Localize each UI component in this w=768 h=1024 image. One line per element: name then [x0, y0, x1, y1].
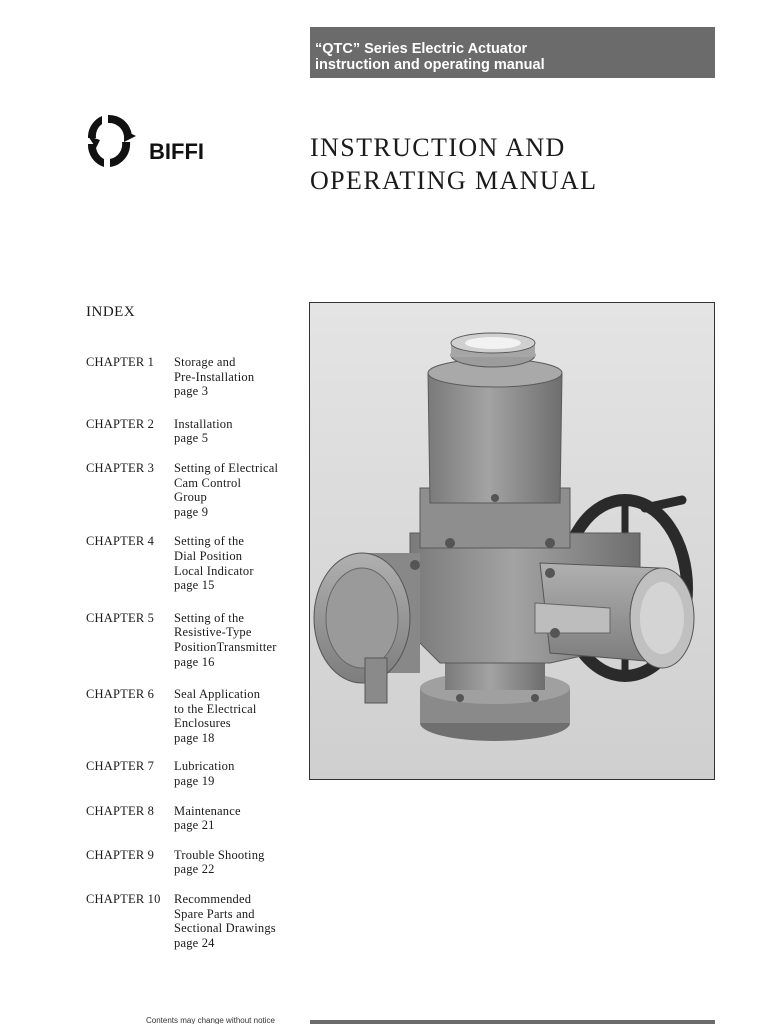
actuator-photo — [309, 302, 715, 780]
chapter-line: Storage and — [174, 355, 236, 369]
chapter-line: PositionTransmitter — [174, 639, 277, 654]
chapter-line: Dial Position — [174, 548, 243, 563]
chapter-line: Recommended — [174, 892, 252, 907]
chapter-line: Setting of the — [174, 534, 245, 549]
chapter-index — [86, 355, 301, 950]
title-line-1: INSTRUCTION AND — [310, 133, 566, 162]
header-band — [310, 27, 715, 78]
chapter-label: CHAPTER 8 — [86, 803, 155, 818]
chapter-line: Resistive-Type — [174, 625, 252, 640]
chapter-label: CHAPTER 3 — [86, 460, 155, 475]
logo-mark-icon — [88, 115, 136, 167]
chapter-description — [174, 534, 301, 592]
chapter-label: CHAPTER 6 — [86, 687, 155, 702]
chapter-item — [86, 417, 301, 446]
chapter-line: to the Electrical — [174, 701, 257, 716]
chapter-item — [86, 611, 301, 669]
logo-wordmark: BIFFI — [149, 139, 204, 164]
chapter-line: page 19 — [174, 774, 215, 789]
top-cover — [428, 373, 562, 503]
biffi-logo — [86, 112, 216, 170]
chapter-description — [174, 804, 301, 833]
chapter-line: Maintenance — [174, 803, 241, 818]
chapter-description — [174, 417, 301, 446]
chapter-line: page 5 — [174, 431, 209, 446]
page-title — [310, 131, 730, 197]
chapter-label: CHAPTER 4 — [86, 534, 155, 549]
header-line-1: “QTC” Series Electric Actuator — [315, 41, 528, 57]
chapter-item — [86, 461, 301, 519]
chapter-description — [174, 355, 301, 399]
chapter-description — [174, 848, 301, 877]
chapter-item — [86, 355, 301, 399]
chapter-item — [86, 759, 301, 788]
chapter-line: page 18 — [174, 730, 215, 745]
index-heading: INDEX — [86, 304, 136, 320]
chapter-description — [174, 687, 301, 745]
chapter-line: Sectional Drawings — [174, 921, 276, 936]
chapter-item — [86, 687, 301, 745]
chapter-item — [86, 848, 301, 877]
chapter-line: Cam Control — [174, 475, 242, 490]
chapter-label: CHAPTER 1 — [86, 355, 155, 369]
header-line-2: instruction and operating manual — [315, 57, 545, 73]
chapter-line: page 16 — [174, 654, 215, 669]
chapter-line: Local Indicator — [174, 563, 254, 578]
chapter-line: page 9 — [174, 504, 209, 519]
chapter-line: Pre-Installation — [174, 369, 255, 384]
chapter-line: page 15 — [174, 578, 215, 593]
chapter-line: Seal Application — [174, 687, 261, 702]
motor-housing — [535, 563, 694, 668]
chapter-line: page 3 — [174, 384, 209, 399]
chapter-line: Setting of Electrical — [174, 460, 279, 475]
chapter-description — [174, 611, 301, 669]
chapter-line: Lubrication — [174, 759, 235, 774]
chapter-line: Trouble Shooting — [174, 847, 265, 862]
title-line-2: OPERATING MANUAL — [310, 166, 598, 195]
chapter-line: Spare Parts and — [174, 906, 255, 921]
chapter-item — [86, 804, 301, 833]
chapter-line: Setting of the — [174, 610, 245, 625]
chapter-item — [86, 892, 301, 950]
chapter-line: Installation — [174, 416, 233, 431]
footer-bar — [310, 1020, 715, 1024]
chapter-line: page 21 — [174, 818, 215, 833]
chapter-description — [174, 759, 301, 788]
chapter-item — [86, 534, 301, 592]
chapter-line: Group — [174, 490, 207, 505]
chapter-label: CHAPTER 5 — [86, 610, 155, 625]
chapter-label: CHAPTER 7 — [86, 759, 155, 774]
chapter-description — [174, 461, 301, 519]
chapter-line: page 24 — [174, 935, 215, 950]
chapter-description — [174, 892, 301, 950]
chapter-label: CHAPTER 10 — [86, 892, 161, 907]
chapter-line: Enclosures — [174, 716, 231, 731]
footer-note: Contents may change without notice — [146, 1016, 275, 1024]
chapter-label: CHAPTER 2 — [86, 416, 155, 431]
chapter-line: page 22 — [174, 862, 215, 877]
chapter-label: CHAPTER 9 — [86, 847, 155, 862]
